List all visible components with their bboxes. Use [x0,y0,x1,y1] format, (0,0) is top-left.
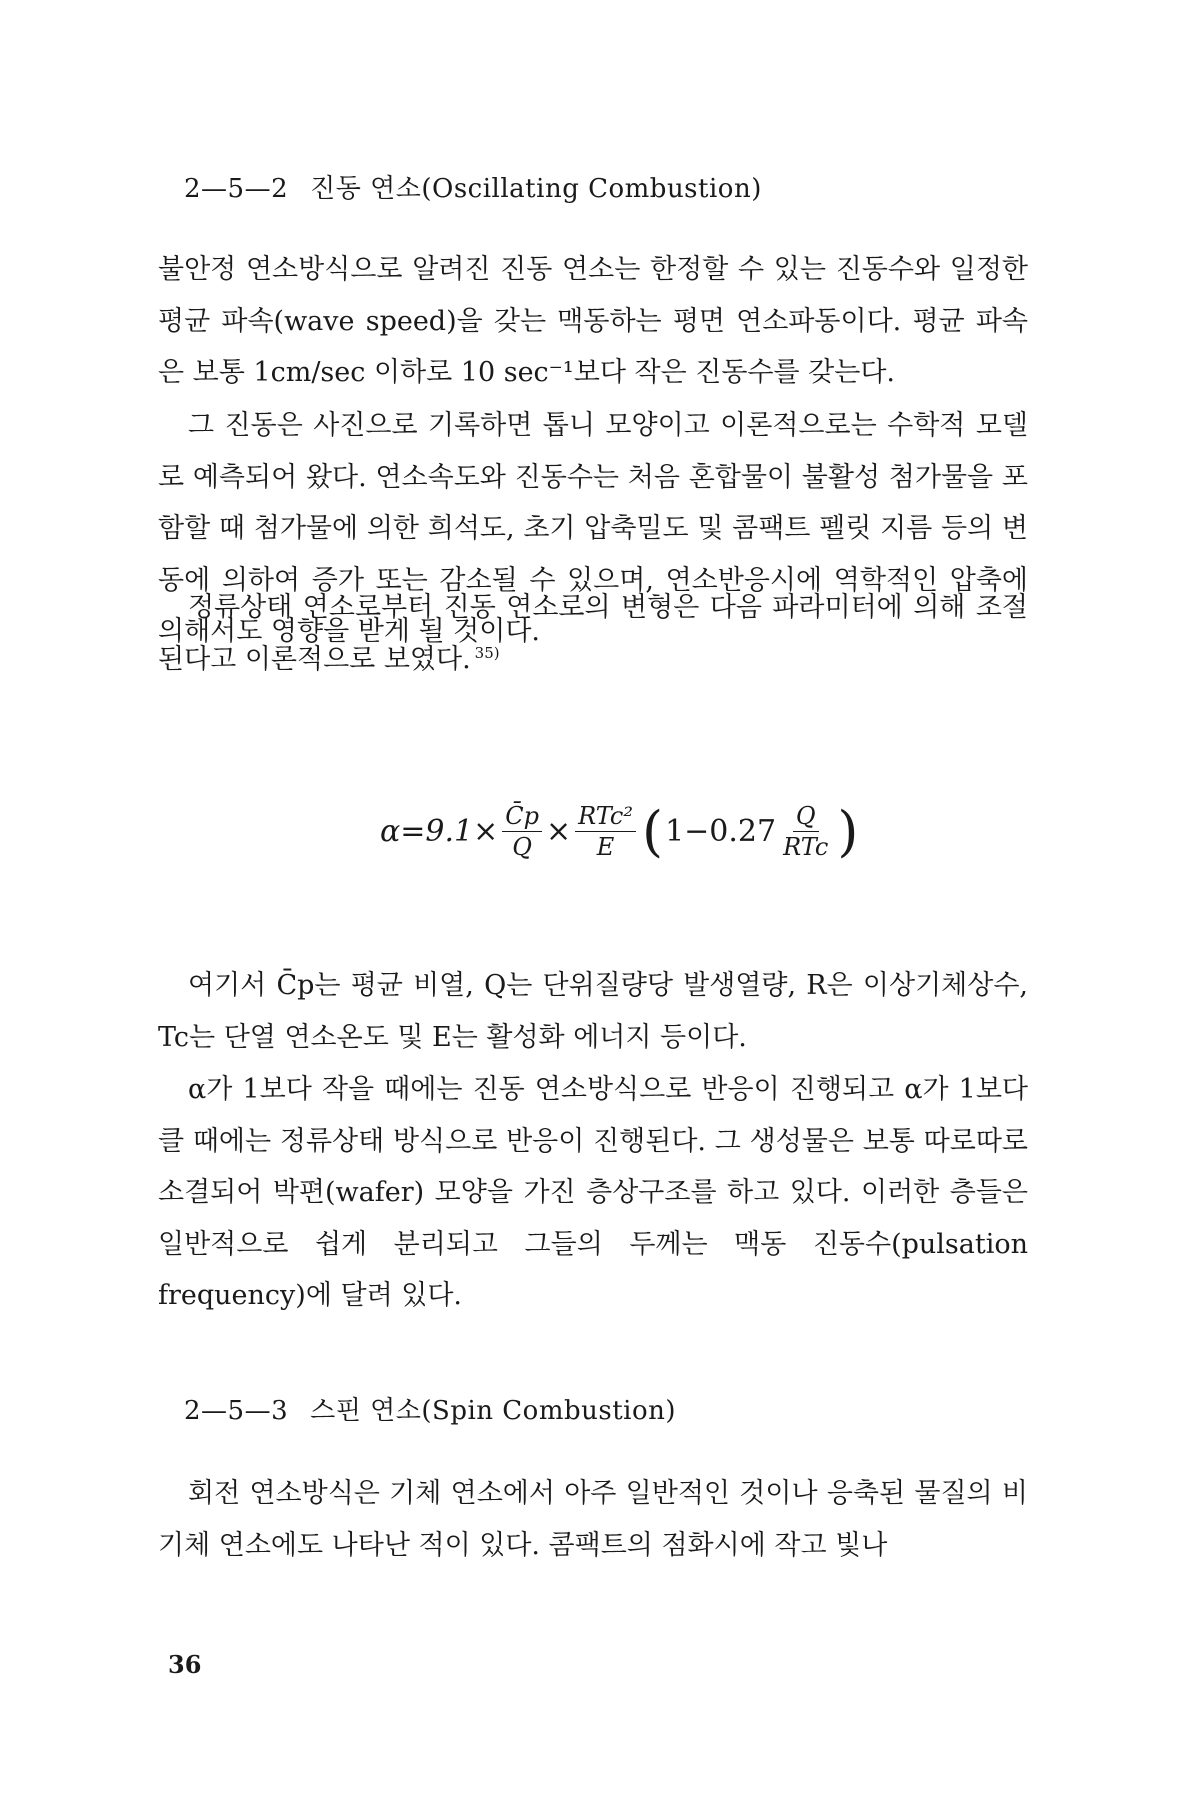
formula-lhs: α=9.1× [380,814,499,849]
fraction-denominator: E [596,833,615,861]
section-heading-spin [184,1390,676,1427]
fraction-denominator: RTc [783,833,829,861]
alpha-formula [380,800,860,863]
paragraph-alpha-conditions: α가 1보다 작을 때에는 진동 연소방식으로 반응이 진행되고 α가 1보다 클 때에는 정류상태 방식으로 반응이 진행된다. 그 생성물은 보통 따로따로 소결되어 박편(wafer) 모양을 가진 층상구조를 하고 있다. 이러한 층들은 일반적으로 쉽게 분리되고 그들의 두께는 맥동 진동수(pulsation frequency)에 달려 있다. [158,1074,1028,1311]
reference-mark: 35) [474,643,500,662]
paragraph-variable-definitions: 여기서 C̄p는 평균 비열, Q는 단위질량당 발생열량, R은 이상기체상수, Tc는 단열 연소온도 및 E는 활성화 에너지 등이다. [158,970,1028,1053]
fraction-cp-over-q [502,801,542,862]
section-heading-oscillating [184,168,762,205]
close-paren: ) [837,800,859,863]
formula-times: × [545,814,572,849]
paragraph-spin-intro: 회전 연소방식은 기체 연소에서 아주 일반적인 것이나 응축된 물질의 비기체 연소에도 나타난 적이 있다. 콤팩트의 점화시에 작고 빛나 [158,1478,1028,1561]
paragraph-transition [158,582,1028,685]
section-title: 스핀 연소(Spin Combustion) [310,1396,677,1426]
fraction-denominator: Q [512,833,532,861]
section-title: 진동 연소(Oscillating Combustion) [310,174,762,204]
section-number: 2—5—3 [184,1396,289,1426]
fraction-rtc2-over-e [575,801,636,862]
formula-inner: 1−0.27 [665,814,777,849]
fraction-numerator: C̄p [502,801,542,832]
paragraph-oscillating-intro: 불안정 연소방식으로 알려진 진동 연소는 한정할 수 있는 진동수와 일정한 평균 파속(wave speed)을 갖는 맥동하는 평면 연소파동이다. 평균 파속은 보통 1cm/sec 이하로 10 sec⁻¹보다 작은 진동수를 갖는다. [158,254,1028,388]
fraction-numerator: Q [793,801,819,832]
paragraph-oscillating-model: 그 진동은 사진으로 기록하면 톱니 모양이고 이론적으로는 수학적 모델로 예측되어 왔다. 연소속도와 진동수는 처음 혼합물이 불활성 첨가물을 포함할 때 첨가물에 의한 희석도, 초기 압축밀도 및 콤팩트 펠릿 지름 등의 변동에 의하여 증가 또는 감소될 수 있으며, 연소반응시에 역학적인 압축에 의해서도 영향을 받게 될 것이다. [158,410,1028,647]
open-paren: ( [641,800,664,863]
fraction-numerator: RTc² [575,801,636,832]
paragraph-transition-text: 정류상태 연소로부터 진동 연소로의 변형은 다음 파라미터에 의해 조절된다고 이론적으로 보였다. [158,592,1028,675]
fraction-q-over-rtc [780,801,831,862]
section-number: 2—5—2 [184,174,289,204]
page-number: 36 [168,1650,202,1679]
